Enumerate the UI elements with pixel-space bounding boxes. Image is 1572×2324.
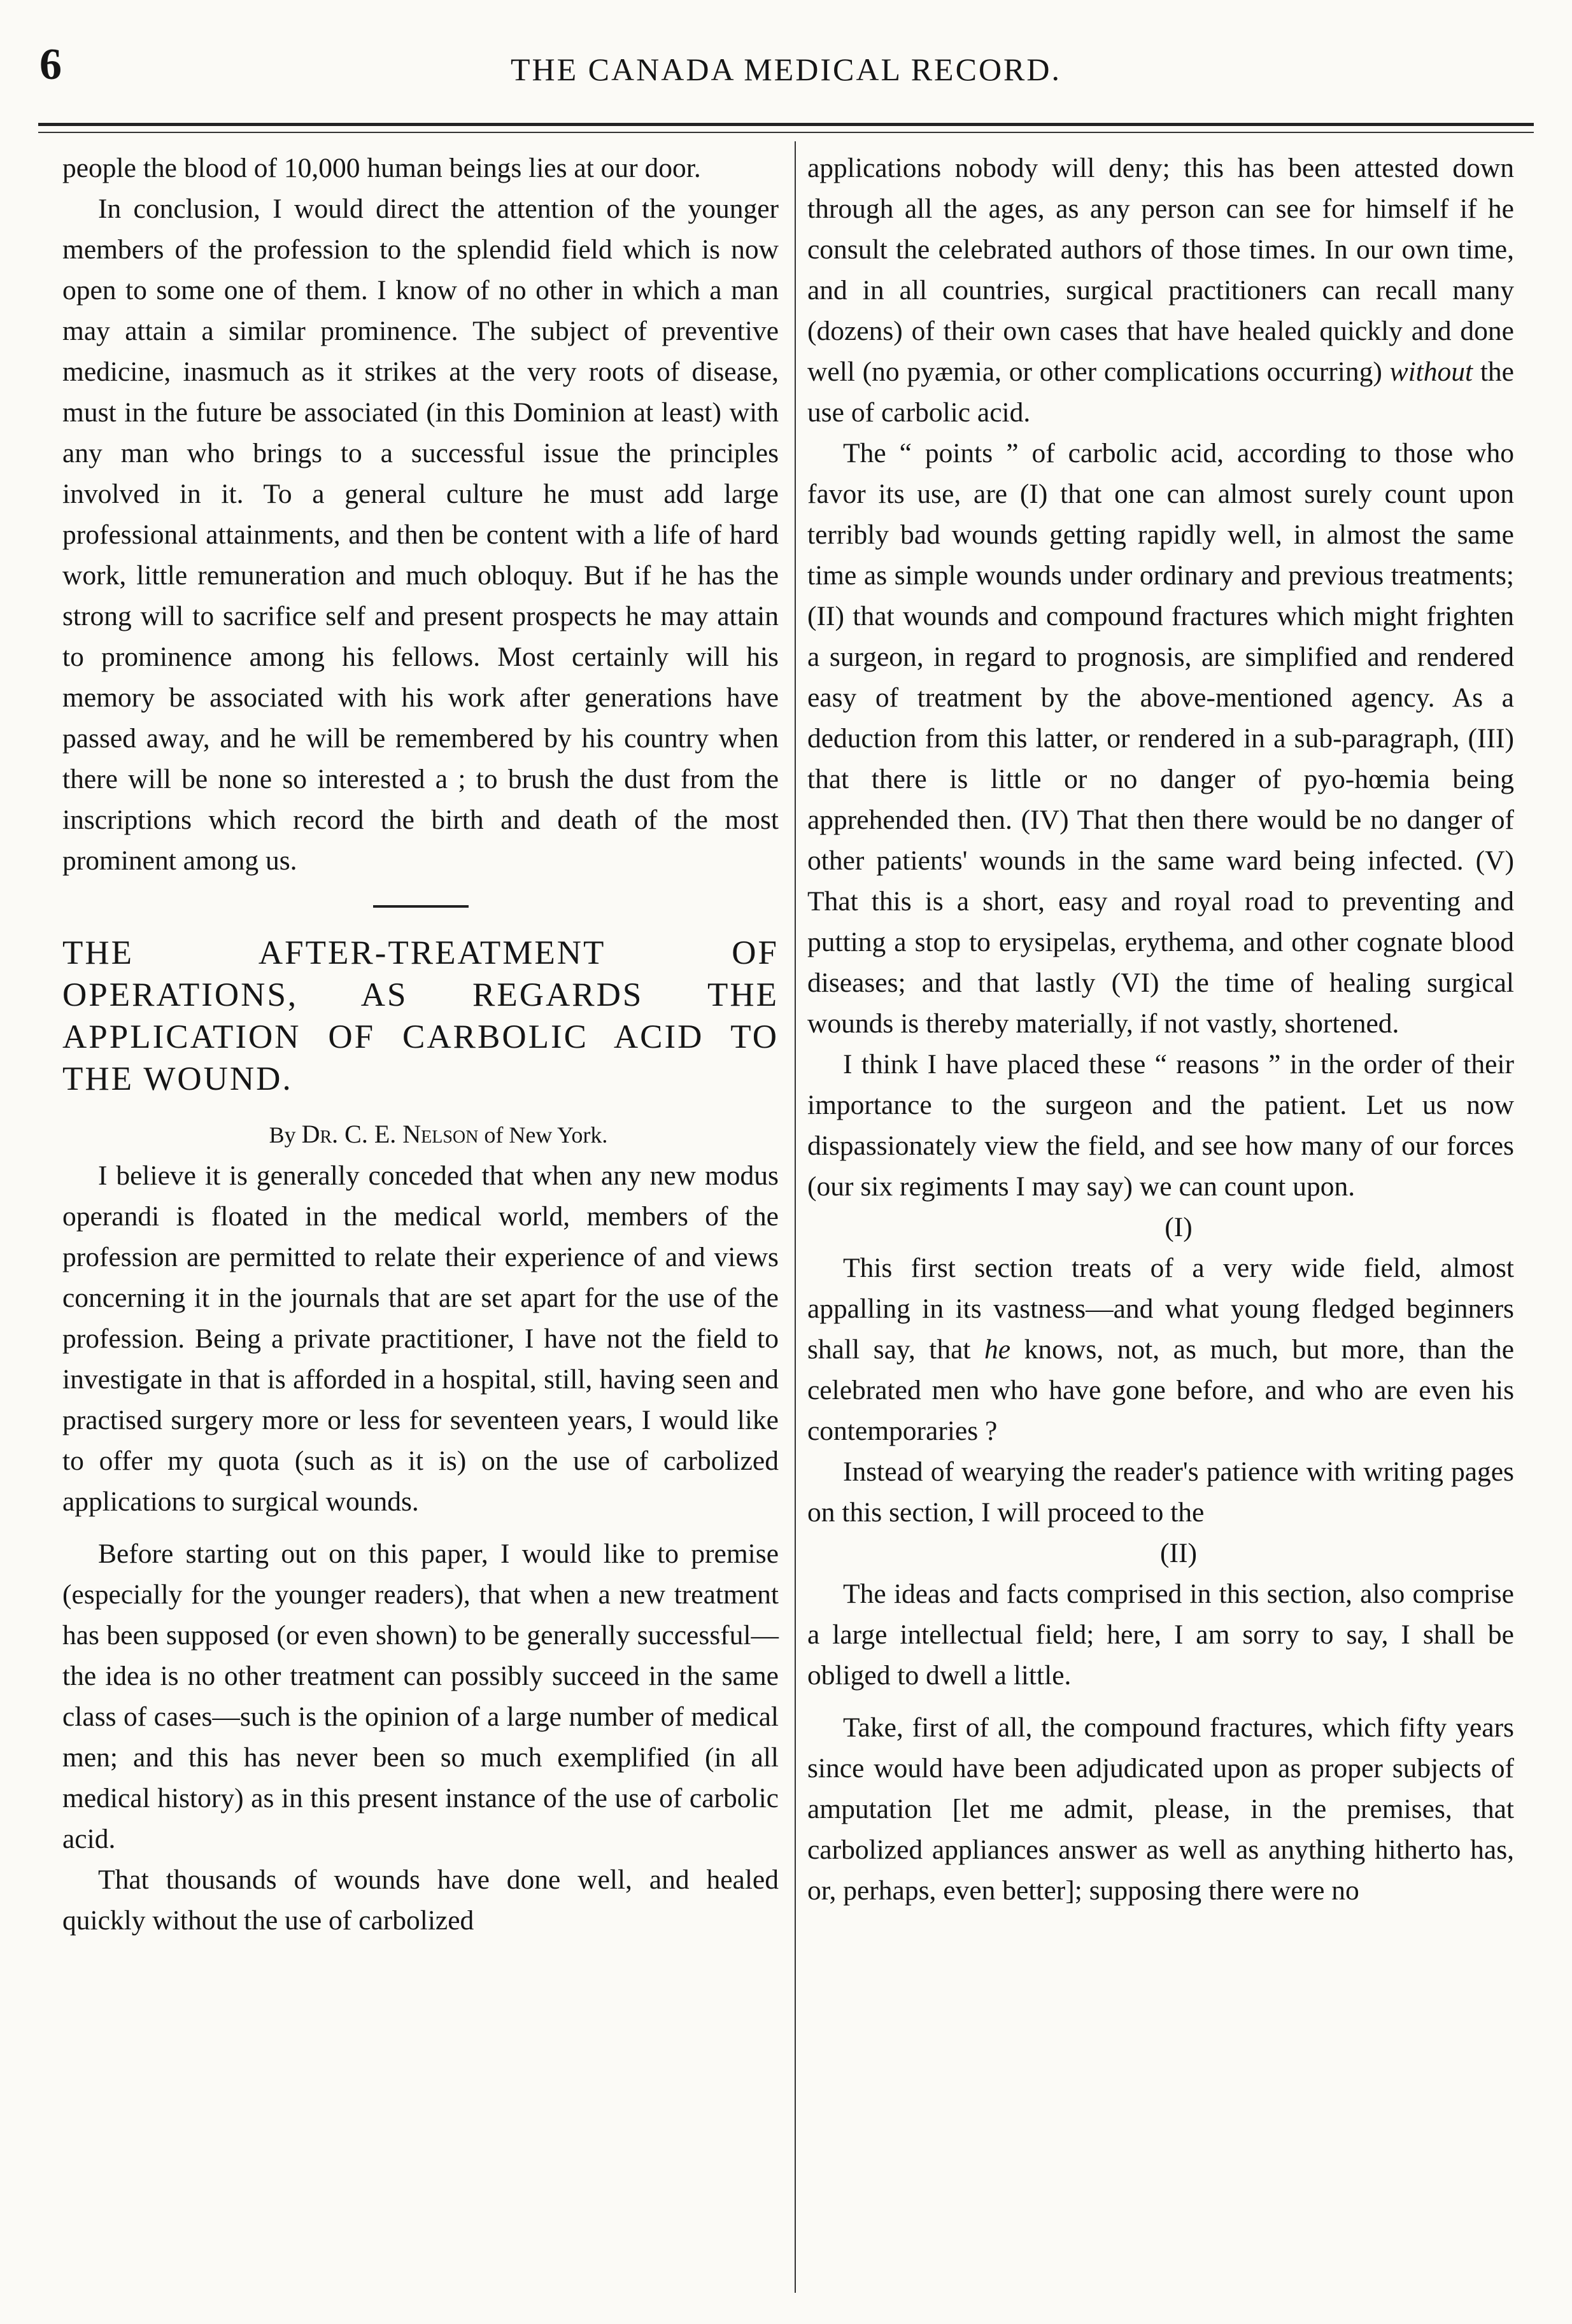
text-run: knows, not, as much, but more, than the celebrated men who have gone before, and who are even his contemporaries ? xyxy=(807,1334,1514,1446)
paragraph xyxy=(807,1248,1514,1451)
author-name: Dr. C. E. Nelson xyxy=(301,1120,479,1148)
paragraph: That thousands of wounds have done well, and healed quickly without the use of carbolized xyxy=(62,1864,779,1936)
article-title: THE AFTER-TREATMENT OF OPERATIONS, AS REGARDS THE APPLICATION OF CARBOLIC ACID TO THE WOUND. xyxy=(62,934,779,1097)
paragraph: The ideas and facts comprised in this section, also comprise a large intellectual field; here, I am sorry to say, I shall be obliged to dwell a little. xyxy=(807,1579,1514,1691)
paragraph: I think I have placed these “ reasons ” in the order of their importance to the surgeon and the patient. Let us now dispassionately view the field, and see how many of our forces (our six regiments I may say) we can count upon. xyxy=(807,1049,1514,1202)
paragraph: In conclusion, I would direct the attention of the younger members of the profession to the splendid field which is now open to some one of them. I know of no other in which a man may attain a similar prominence. The subject of preventive medicine, inasmuch as it strikes at the very roots of disease, must in the future be associated (in this Dominion at least) with any man who brings to a successful issue the principles involved in it. To a general culture he must add large professional attainments, and then be content with a life of hard work, little remuneration and much obloquy. But if he has the strong will to sacrifice self and present prospects he may attain to prominence among his fellows. Most certainly will his memory be associated with his work after generations have passed away, and he will be remembered by his country when there will be none so interested a ; to brush the dust from the inscriptions which record the birth and death of the most prominent among us. xyxy=(62,194,779,876)
header-rule-thick xyxy=(38,123,1534,126)
page-header xyxy=(0,0,1572,121)
paragraph: people the blood of 10,000 human beings lies at our door. xyxy=(62,153,701,183)
paragraph xyxy=(807,148,1514,433)
paragraph: Instead of wearying the reader's patience with writing pages on this section, I will proceed to the xyxy=(807,1456,1514,1528)
left-column xyxy=(62,148,779,1941)
byline-prefix: By xyxy=(269,1122,302,1148)
text-run: the use of carbolic acid. xyxy=(807,356,1514,428)
byline xyxy=(62,1114,779,1155)
section-separator xyxy=(373,905,469,908)
section-heading: (II) xyxy=(1160,1538,1197,1568)
header-rule-thin xyxy=(38,132,1534,133)
section-heading: (I) xyxy=(1165,1212,1193,1243)
paragraph: I believe it is generally conceded that when any new modus operandi is floated in the medical world, members of the profession are permitted to relate their experience of and views concerning it in the journals that are set apart for the use of the profession. Being a private practitioner, I have not the field to investigate in that is afforded in a hospital, still, having seen and practised surgery more or less for seventeen years, I would like to offer my quota (such as it is) on the use of carbolized applications to surgical wounds. xyxy=(62,1160,779,1517)
column-divider xyxy=(795,141,796,2293)
right-column xyxy=(807,148,1514,1911)
paragraph: Before starting out on this paper, I would like to premise (especially for the younger readers), that when a new treatment has been supposed (or even shown) to be generally successful—the idea is no other treatment can possibly succeed in the same class of cases—such is the opinion of a large number of medical men; and this has never been so much exemplified (in all medical history) as in this present instance of the use of carbolic acid. xyxy=(62,1539,779,1854)
emphasis: he xyxy=(984,1334,1011,1365)
byline-suffix: of New York. xyxy=(478,1122,608,1148)
page-number: 6 xyxy=(39,40,62,89)
paragraph: The “ points ” of carbolic acid, according to those who favor its use, are (I) that one can almost surely count upon terribly bad wounds getting rapidly well, in almost the same time as simple wounds under ordinary and previous treatments; (II) that wounds and compound fractures which might frighten a surgeon, in regard to prognosis, are simplified and rendered easy of treatment by the above-mentioned agency. As a deduction from this latter, or rendered in a sub-paragraph, (III) that there is little or no danger of pyo-hœmia being apprehended then. (IV) That then there would be no danger of other patients' wounds in the same ward being infected. (V) That this is a short, easy and royal road to preventing and putting a stop to erysipelas, erythema, and other cognate blood diseases; and that lastly (VI) the time of healing surgical wounds is thereby materially, if not vastly, shortened. xyxy=(807,438,1514,1039)
emphasis: without xyxy=(1389,356,1473,387)
text-run: This first section treats of a very wide field, almost appalling in its vastness—and what young fledged beginners shall say, that xyxy=(807,1253,1514,1365)
text-run: applications nobody will deny; this has been attested down through all the ages, as any person can see for himself if he consult the celebrated authors of those times. In our own time, and in all countries, surgical practitioners can recall many (dozens) of their own cases that have healed quickly and done well (no pyæmia, or other complications occurring) xyxy=(807,153,1514,387)
running-title: THE CANADA MEDICAL RECORD. xyxy=(510,52,1062,87)
paragraph: Take, first of all, the compound fractures, which fifty years since would have been adjudicated upon as proper subjects of amputation [let me admit, please, in the premises, that carbolized appliances answer as well as anything hitherto has, or, perhaps, even better]; supposing there were no xyxy=(807,1712,1514,1906)
